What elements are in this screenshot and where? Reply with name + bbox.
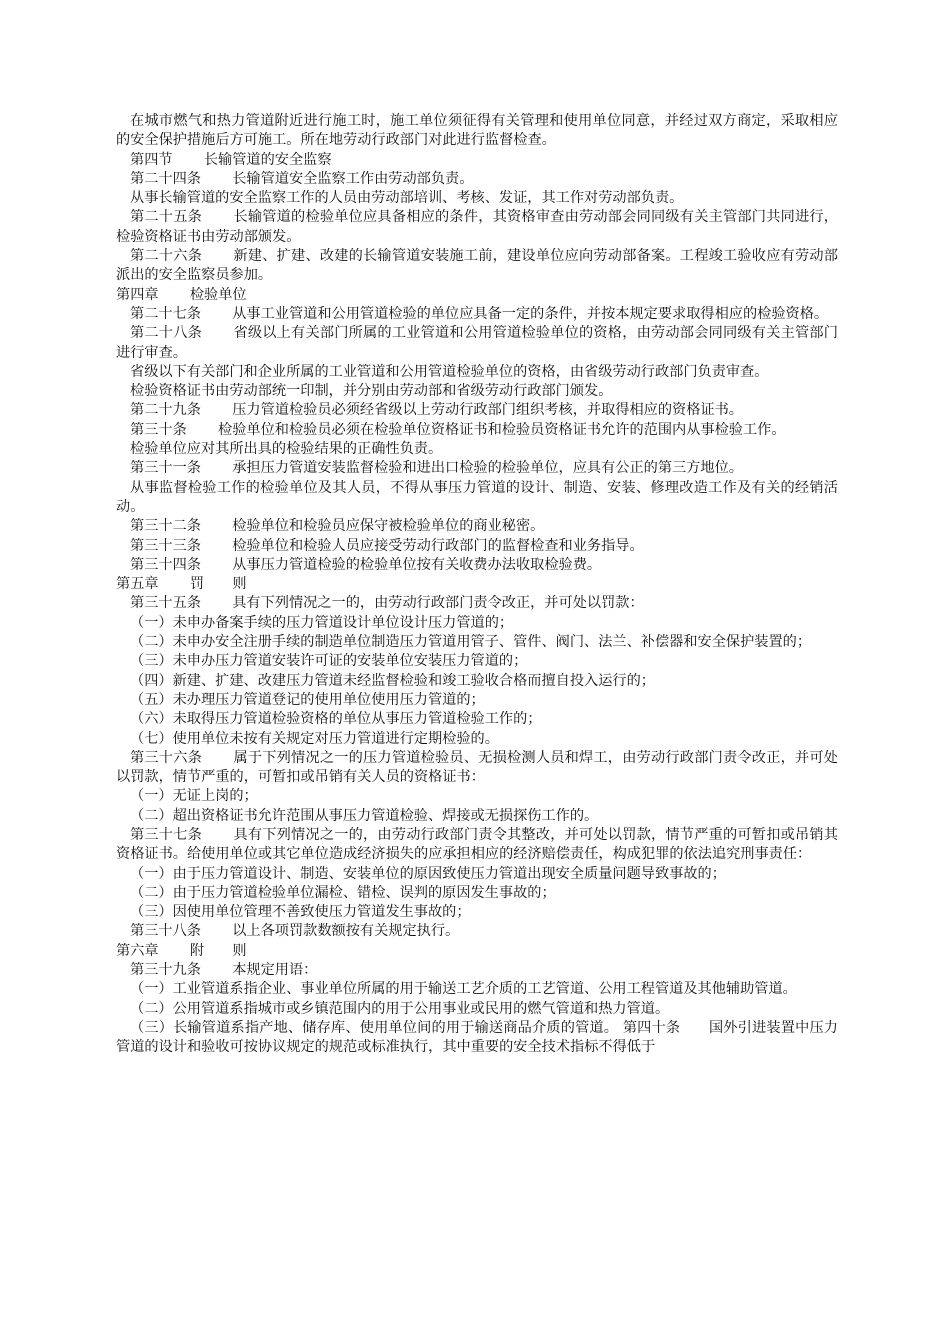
paragraph-text: 以上各项罚款数额按有关规定执行。 bbox=[232, 923, 460, 940]
paragraph-text: （四）新建、扩建、改建压力管道未经监督检验和竣工验收合格而擅自投入运行的； bbox=[130, 672, 655, 689]
paragraph-text: 压力管道检验员必须经省级以上劳动行政部门组织考核，并取得相应的资格证书。 bbox=[232, 402, 743, 419]
article-paragraph bbox=[116, 305, 838, 324]
paragraph-text: （一）未申办备案手续的压力管道设计单位设计压力管道的； bbox=[130, 614, 514, 631]
body-paragraph bbox=[116, 633, 838, 652]
article-paragraph bbox=[116, 749, 838, 788]
body-paragraph bbox=[116, 1000, 838, 1019]
paragraph-text: （二）超出资格证书允许范围从事压力管道检验、焊接或无损探伤工作的。 bbox=[130, 807, 599, 824]
body-paragraph bbox=[116, 787, 838, 806]
body-paragraph bbox=[116, 710, 838, 729]
paragraph-text: 在城市燃气和热力管道附近进行施工时，施工单位须征得有关管理和使用单位同意，并经过双方商定，采取相应的安全保护措施后方可施工。所在地劳动行政部门对此进行监督检查。 bbox=[116, 113, 838, 149]
paragraph-label: 第二十八条 bbox=[130, 325, 202, 342]
paragraph-text: 长输管道安全监察工作由劳动部负责。 bbox=[232, 170, 474, 187]
paragraph-text: 具有下列情况之一的，由劳动行政部门责令改正，并可处以罚款： bbox=[232, 595, 644, 612]
paragraph-text: 从事长输管道的安全监察工作的人员由劳动部培训、考核、发证，其工作对劳动部负责。 bbox=[130, 190, 684, 207]
body-paragraph bbox=[116, 652, 838, 671]
paragraph-text: （二）公用管道系指城市或乡镇范围内的用于公用事业或民用的燃气管道和热力管道。 bbox=[130, 1000, 670, 1017]
body-paragraph bbox=[116, 865, 838, 884]
paragraph-label: 第三十条 bbox=[130, 421, 187, 438]
paragraph-text: （一）工业管道系指企业、事业单位所属的用于输送工艺介质的工艺管道、公用工程管道及其他辅助管道。 bbox=[130, 981, 797, 998]
body-paragraph bbox=[116, 691, 838, 710]
body-paragraph bbox=[116, 980, 838, 999]
body-paragraph bbox=[116, 614, 838, 633]
body-paragraph bbox=[116, 189, 838, 208]
paragraph-text: （三）长输管道系指产地、储存库、使用单位间的用于输送商品介质的管道。 第四十条 国外引进装置中压力管道的设计和验收可按协议规定的规范或标准执行，其中重要的安全技术指标不得低于 bbox=[116, 1019, 838, 1056]
paragraph-text: （二）未申办安全注册手续的制造单位制造压力管道用管子、管件、阀门、法兰、补偿器和安全保护装置的； bbox=[130, 634, 812, 651]
paragraph-text: （三）因使用单位管理不善致使压力管道发生事故的； bbox=[130, 904, 471, 921]
paragraph-text: （三）未申办压力管道安装许可证的安装单位安装压力管道的； bbox=[130, 653, 528, 670]
paragraph-text: 从事监督检验工作的检验单位及其人员，不得从事压力管道的设计、制造、安装、修理改造工作及有关的经销活动。 bbox=[116, 479, 838, 515]
body-paragraph bbox=[116, 363, 838, 382]
paragraph-text: 检验单位和检验员应保守被检验单位的商业秘密。 bbox=[232, 518, 545, 535]
paragraph-text: 本规定用语： bbox=[232, 962, 318, 979]
body-paragraph bbox=[116, 479, 838, 518]
paragraph-text: 省级以下有关部门和企业所属的工业管道和公用管道检验单位的资格，由省级劳动行政部门负责审查。 bbox=[130, 363, 769, 380]
paragraph-text: 检验单位 bbox=[189, 286, 247, 303]
article-paragraph bbox=[116, 961, 838, 980]
paragraph-text: 检验单位和检验人员应接受劳动行政部门的监督检查和业务指导。 bbox=[232, 537, 644, 554]
paragraph-text: （五）未办理压力管道登记的使用单位使用压力管道的； bbox=[130, 691, 485, 708]
paragraph-text: 检验单位应对其所出具的检验结果的正确性负责。 bbox=[130, 441, 443, 458]
paragraph-text: 罚 则 bbox=[189, 576, 247, 593]
body-paragraph bbox=[116, 672, 838, 691]
paragraph-label: 第四节 bbox=[130, 151, 173, 168]
chapter-heading bbox=[116, 575, 838, 594]
paragraph-label: 第五章 bbox=[116, 576, 159, 593]
body-paragraph bbox=[116, 884, 838, 903]
paragraph-text: 具有下列情况之一的，由劳动行政部门责令其整改，并可处以罚款，情节严重的可暂扣或吊销其资格证书。给使用单位或其它单位造成经济损失的应承担相应的经济赔偿责任，构成犯罪的依法追究刑事责任： bbox=[116, 826, 838, 863]
paragraph-text: 属于下列情况之一的压力管道检验员、无损检测人员和焊工，由劳动行政部门责令改正，并可处以罚款，情节严重的，可暂扣或吊销有关人员的资格证书： bbox=[116, 749, 838, 786]
body-paragraph bbox=[116, 112, 838, 151]
article-paragraph bbox=[116, 459, 838, 478]
article-paragraph bbox=[116, 556, 838, 575]
paragraph-text: （一）无证上岗的； bbox=[130, 788, 258, 805]
paragraph-label: 第三十九条 bbox=[130, 962, 201, 979]
paragraph-label: 第二十四条 bbox=[130, 170, 201, 187]
article-paragraph bbox=[116, 324, 838, 363]
article-paragraph bbox=[116, 170, 838, 189]
body-paragraph bbox=[116, 1019, 838, 1058]
paragraph-label: 第二十六条 bbox=[130, 248, 202, 265]
paragraph-label: 第四章 bbox=[116, 286, 159, 303]
chapter-heading bbox=[116, 942, 838, 961]
article-paragraph bbox=[116, 208, 838, 247]
body-paragraph bbox=[116, 807, 838, 826]
section-heading bbox=[116, 151, 838, 170]
chapter-heading bbox=[116, 286, 838, 305]
article-paragraph bbox=[116, 401, 838, 420]
article-paragraph bbox=[116, 517, 838, 536]
article-paragraph bbox=[116, 247, 838, 286]
body-paragraph bbox=[116, 730, 838, 749]
paragraph-text: 长输管道的检验单位应具备相应的条件，其资格审查由劳动部会同同级有关主管部门共同进行，检验资格证书由劳动部颁发。 bbox=[116, 209, 838, 245]
paragraph-label: 第二十九条 bbox=[130, 402, 201, 419]
paragraph-text: （七）使用单位未按有关规定对压力管道进行定期检验的。 bbox=[130, 730, 499, 747]
paragraph-label: 第六章 bbox=[116, 942, 159, 959]
paragraph-text: （二）由于压力管道检验单位漏检、错检、误判的原因发生事故的； bbox=[130, 884, 556, 901]
paragraph-label: 第三十八条 bbox=[130, 923, 201, 940]
paragraph-text: 检验单位和检验员必须在检验单位资格证书和检验员资格证书允许的范围内从事检验工作。 bbox=[218, 421, 786, 438]
article-paragraph bbox=[116, 826, 838, 865]
paragraph-text: 附 则 bbox=[189, 942, 247, 959]
paragraph-text: 承担压力管道安装监督检验和进出口检验的检验单位，应具有公正的第三方地位。 bbox=[232, 460, 743, 477]
paragraph-text: （一）由于压力管道设计、制造、安装单位的原因致使压力管道出现安全质量问题导致事故的； bbox=[130, 865, 726, 882]
article-paragraph bbox=[116, 537, 838, 556]
paragraph-text: 省级以上有关部门所属的工业管道和公用管道检验单位的资格，由劳动部会同同级有关主管部门进行审查。 bbox=[116, 325, 838, 361]
paragraph-label: 第二十七条 bbox=[130, 305, 201, 322]
paragraph-label: 第三十三条 bbox=[130, 537, 201, 554]
paragraph-label: 第三十一条 bbox=[130, 460, 201, 477]
paragraph-label: 第三十五条 bbox=[130, 595, 201, 612]
paragraph-text: （六）未取得压力管道检验资格的单位从事压力管道检验工作的； bbox=[130, 711, 542, 728]
paragraph-label: 第三十二条 bbox=[130, 518, 201, 535]
body-paragraph bbox=[116, 903, 838, 922]
paragraph-label: 第三十六条 bbox=[130, 749, 202, 766]
document-body bbox=[116, 112, 838, 1058]
article-paragraph bbox=[116, 922, 838, 941]
paragraph-text: 从事工业管道和公用管道检验的单位应具备一定的条件，并按本规定要求取得相应的检验资格。 bbox=[232, 305, 829, 322]
paragraph-text: 从事压力管道检验的检验单位按有关收费办法收取检验费。 bbox=[232, 556, 602, 573]
paragraph-label: 第三十四条 bbox=[130, 556, 201, 573]
paragraph-text: 检验资格证书由劳动部统一印制，并分别由劳动部和省级劳动行政部门颁发。 bbox=[130, 383, 613, 400]
body-paragraph bbox=[116, 440, 838, 459]
paragraph-label: 第三十七条 bbox=[130, 826, 202, 843]
article-paragraph bbox=[116, 421, 838, 440]
paragraph-text: 长输管道的安全监察 bbox=[203, 151, 332, 168]
paragraph-text: 新建、扩建、改建的长输管道安装施工前，建设单位应向劳动部备案。工程竣工验收应有劳动部派出的安全监察员参加。 bbox=[116, 248, 838, 284]
body-paragraph bbox=[116, 382, 838, 401]
paragraph-label: 第二十五条 bbox=[130, 209, 202, 226]
article-paragraph bbox=[116, 594, 838, 613]
